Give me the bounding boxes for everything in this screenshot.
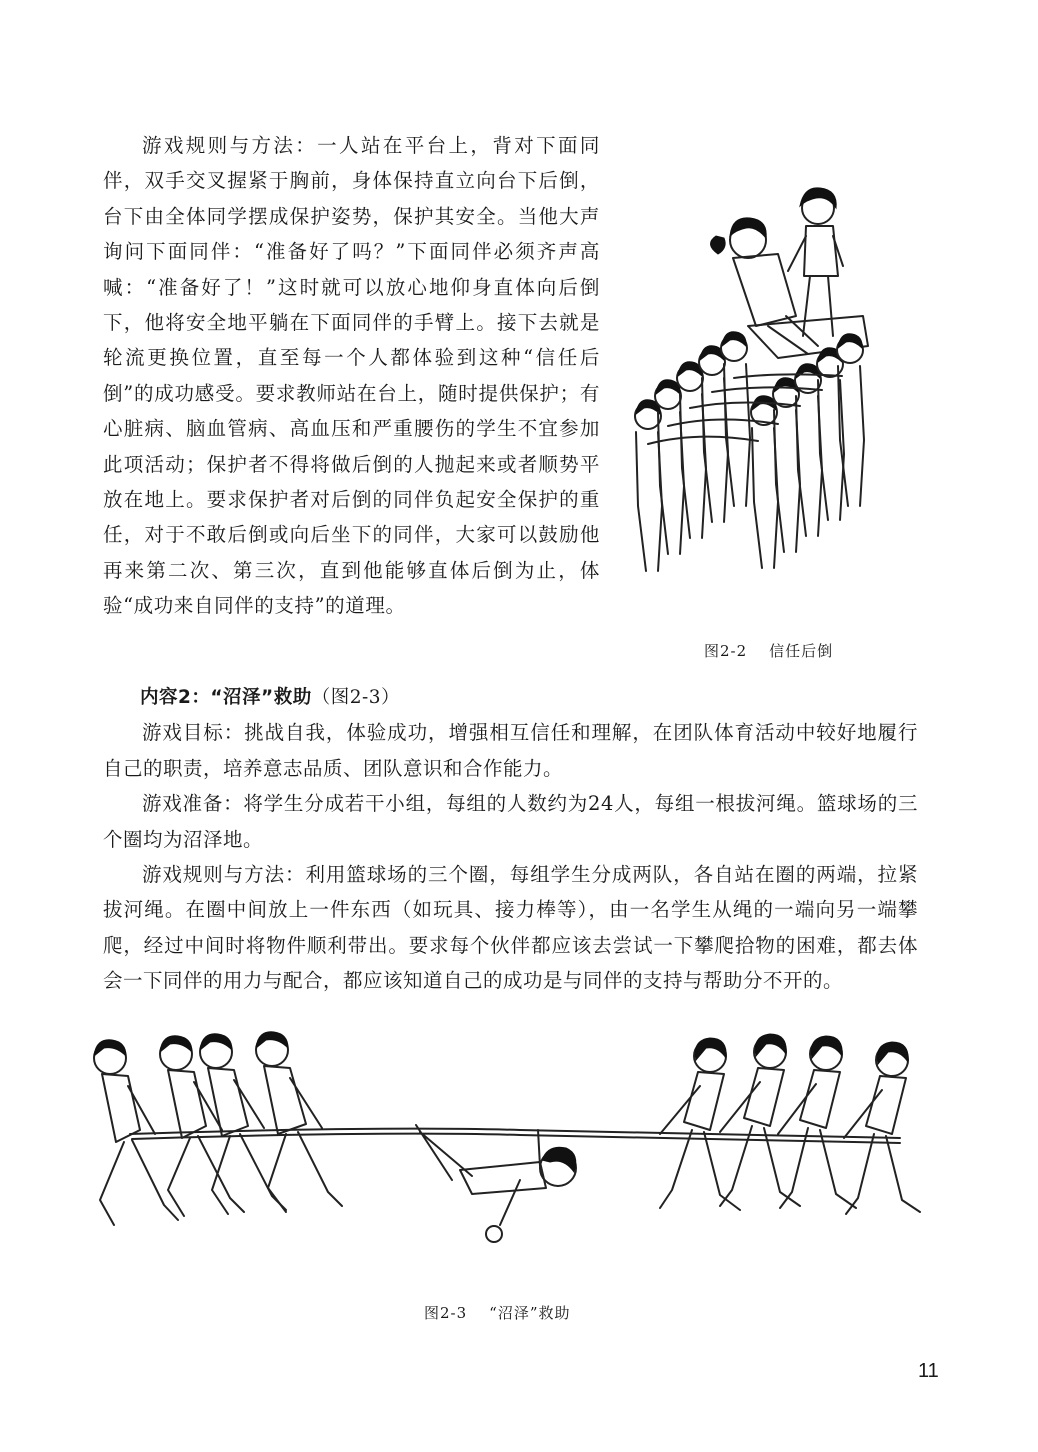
figure-2-2-number: 图2-2 bbox=[704, 642, 748, 660]
rules-paragraph-1: 游戏规则与方法：一人站在平台上，背对下面同伴，双手交叉握紧于胸前，身体保持直立向台下后倒，台下由全体同学摆成保护姿势，保护其安全。当他大声询问下面同伴：“准备好了吗？”下面同伴必须齐声高喊：“准备好了！”这时就可以放心地仰身直体向后倒下，他将安全地平躺在下面同伴的手臂上。接下去就是轮流更换位置，直至每一个人都体验到这种“信任后倒”的成功感受。要求教师站在台上，随时提供保护；有心脏病、脑血管病、高血压和严重腰伤的学生不宜参加此项活动；保护者不得将做后倒的人抛起来或者顺势平放在地上。要求保护者对后倒的同伴负起安全保护的重任，对于不敢后倒或向后坐下的同伴，大家可以鼓励他再来第二次、第三次，直到他能够直体后倒为止，体验“成功来自同伴的支持”的道理。 bbox=[103, 134, 600, 618]
game-rules-paragraph: 游戏规则与方法：利用篮球场的三个圈，每组学生分成两队，各自站在圈的两端，拉紧拔河绳。在圈中间放上一件东西（如玩具、接力棒等），由一名学生从绳的一端向另一端攀爬，经过中间时将物件顺利带出。要求每个伙伴都应该去尝试一下攀爬拾物的困难，都去体会一下同伴的用力与配合，都应该知道自己的成功是与同伴的支持与帮助分不开的。 bbox=[103, 863, 918, 993]
page-number: 11 bbox=[918, 1360, 939, 1382]
falling-girl bbox=[710, 218, 818, 354]
text-column bbox=[103, 128, 600, 624]
swamp-rescue-illustration bbox=[80, 1030, 960, 1270]
figure-2-2-title: 信任后倒 bbox=[769, 642, 834, 660]
game-goal-paragraph: 游戏目标：挑战自我，体验成功，增强相互信任和理解，在团队体育活动中较好地履行自己的职责，培养意志品质、团队意识和合作能力。 bbox=[103, 721, 918, 780]
section-2-text bbox=[103, 680, 918, 999]
figure-2-2-caption bbox=[704, 640, 833, 661]
figure-2-3-caption bbox=[424, 1302, 571, 1323]
section-2-heading bbox=[103, 680, 918, 715]
figure-2-3-number: 图2-3 bbox=[424, 1304, 468, 1322]
supporting-students bbox=[635, 332, 864, 571]
trust-fall-illustration bbox=[628, 176, 888, 588]
climbing-boy bbox=[416, 1125, 576, 1242]
toy-object bbox=[486, 1226, 502, 1242]
game-prep-paragraph: 游戏准备：将学生分成若干小组，每组的人数约为24人，每组一根拔河绳。篮球场的三个圈均为沼泽地。 bbox=[103, 792, 918, 851]
section-2-figure-ref: （图2-3） bbox=[311, 687, 400, 708]
left-team-pullers bbox=[94, 1032, 342, 1225]
right-team-pullers bbox=[660, 1034, 920, 1214]
section-2-heading-bold: 内容2：“沼泽”救助 bbox=[140, 687, 312, 708]
figure-2-3-title: “沼泽”救助 bbox=[489, 1304, 571, 1322]
